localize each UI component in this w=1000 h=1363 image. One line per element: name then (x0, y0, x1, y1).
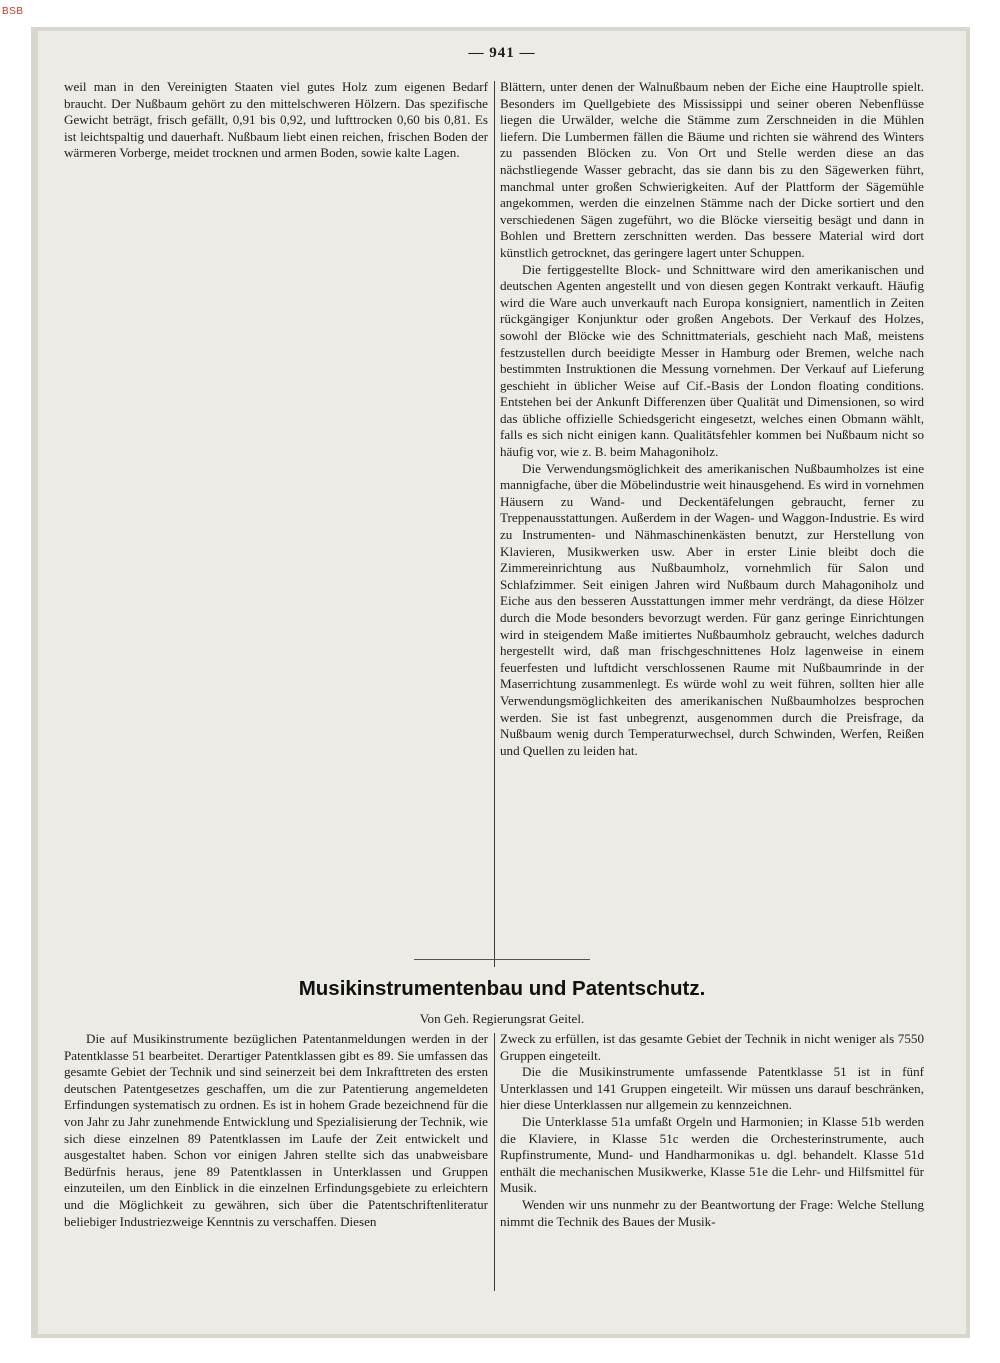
paragraph: Die fertiggestellte Block- und Schnittware wird den amerikanischen und deutschen Agenten angestellt und von diesen gegen Kontrakt verkauft. Häufig wird die Ware auch unverkauft nach Europa konsigniert, namentlich in Zeiten rückgängiger Konjunktur oder großen Angebots. Der Verkauf des Holzes, sowohl der Blöcke wie des Schnittmaterials, geschieht nach Maß, meistens festzustellen durch beeidigte Messer in Hamburg oder Bremen, welche nach bestimmten Instruktionen die Messung vornehmen. Der Verkauf auf Lieferung geschieht in üblicher Weise auf Cif.-Basis der London floating conditions. Entstehen bei der Ankunft Differenzen über Qualität und Dimensionen, so wird das übliche offizielle Schiedsgericht eingesetzt, welches einen Obmann wählt, falls es sich nicht einigen kann. Qualitätsfehler kommen bei Nußbaum nicht so häufig vor, wie z. B. beim Mahagoniholz. (500, 261, 924, 460)
page-number: — 941 — (468, 45, 536, 61)
paragraph: Die auf Musikinstrumente bezüglichen Patentanmeldungen werden in der Patentklasse 51 bearbeitet. Derartiger Patentklassen gibt es 89. Sie umfassen das gesamte Gebiet der Technik und sind seinerzeit bei dem Inkrafttreten des ersten deutschen Patentgesetzes geschaffen, um die zur Patentierung angemeldeten Erfindungen systematisch zu ordnen. Es ist in hohem Grade bezeichnend für die von Jahr zu Jahr zunehmende Entwicklung und Spezialisierung der Technik, wie sich diese einzelnen 89 Patentklassen im Laufe der Zeit entwickelt und ausgestaltet haben. Schon vor einigen Jahren stellte sich das unabweisbare Bedürfnis heraus, jene 89 Patentklassen in Unterklassen und Gruppen einzuteilen, um den Einblick in die einzelnen Erfindungsgebiete zu erleichtern und die Möglichkeit zu gewähren, sich über die Patentschriftenliteratur beliebiger Industriezweige Kenntnis zu verschaffen. Diesen (64, 1031, 488, 1229)
paragraph: Blättern, unter denen der Walnußbaum neben der Eiche eine Hauptrolle spielt. Besonders im Quellgebiete des Mississippi und seiner oberen Nebenflüsse liegen die Urwälder, welche die Stämme zum Zerschneiden in die Mühlen liefern. Die Lumbermen fällen die Bäume und richten sie während des Winters zu passenden Blöcken zu. Von Ort und Stelle werden diese an das nächstliegende Wasser gebracht, das sie dann bis zu den Sägewerken führt, manchmal unter großen Schwierigkeiten. Auf der Plattform der Sägemühle angekommen, werden die einzelnen Stämme nach der Dicke sortiert und den verschiedenen Sägen zugeführt, wo die Blöcke vierseitig besägt und dann in Bohlen und Brettern zerschnitten werden. Das bessere Material wird dort künstlich getrocknet, das geringere lagert unter Schuppen. (500, 79, 924, 260)
paragraph: Die Verwendungsmöglichkeit des amerikanischen Nußbaumholzes ist eine mannigfache, über die Möbelindustrie weit hinausgehend. Es wird in vornehmen Häusern zu Wand- und Deckentäfelungen gebraucht, ferner zu Treppenausstattungen. Außerdem in der Wagen- und Waggon-Industrie. Es wird zu Instrumenten- und Nähmaschinenkästen benutzt, zur Herstellung von Klavieren, Musikwerken usw. Aber in erster Linie bleibt doch die Zimmereinrichtung aus Nußbaumholz, vornehmlich für Salon und Schlafzimmer. Seit einigen Jahren wird Nußbaum durch Mahagoniholz und Eiche aus den besseren Ausstattungen immer mehr verdrängt, da diese Hölzer durch die Mode besonders bevorzugt werden. Für ganz geringe Einrichtungen wird in steigendem Maße imitiertes Nußbaumholz gebraucht, welches dadurch hergestellt wird, daß man frischgeschnittenes Holz lagenweise in einem feuerfesten und luftdicht verschlossenen Raume mit Nußbaumrinde in der Maserrichtung zusammenlegt. Es würde wohl zu weit führen, sollten hier alle Verwendungsmöglichkeiten des amerikanischen Nußbaumholzes besprochen werden. Sie ist fast unbegrenzt, ausgenommen durch die Preisfrage, da Nußbaum wenig durch Temperaturwechsel, durch Schwinden, Werfen, Reißen und Quellen zu leiden hat. (500, 460, 924, 758)
article1-column-left (64, 79, 488, 967)
paragraph: Wenden wir uns nunmehr zu der Beantwortung der Frage: Welche Stellung nimmt die Technik des Baues der Musik- (500, 1196, 924, 1229)
library-mark: BSB (2, 6, 24, 17)
article2-column-right (500, 1031, 924, 1291)
article1-column-right (500, 79, 924, 967)
column-divider (494, 1033, 495, 1291)
paragraph: Die Unterklasse 51a umfaßt Orgeln und Harmonien; in Klasse 51b werden die Klaviere, in Klasse 51c werden die Orchesterinstrumente, auch Rupfinstrumente, Mund- und Handharmonikas u. dgl. behandelt. Klasse 51d enthält die mechanischen Musikwerke, Klasse 51e die Lehr- und Hilfsmittel für Musik. (500, 1113, 924, 1196)
document-page (38, 31, 966, 1334)
column-divider (494, 81, 495, 967)
paragraph: weil man in den Vereinigten Staaten viel gutes Holz zum eigenen Bedarf braucht. Der Nußbaum gehört zu den mittelschweren Hölzern. Das spezifische Gewicht beträgt, frisch gefällt, 0,91 bis 0,92, und lufttrocken 0,60 bis 0,81. Es ist leichtspaltig und dauerhaft. Nußbaum liebt einen reichen, frischen Boden der wärmeren Vorberge, meidet trocknen und armen Boden, sowie kalte Lagen. (64, 79, 488, 161)
article-title: Musikinstrumentenbau und Patentschutz. (298, 977, 706, 1000)
section-separator (414, 959, 590, 960)
paragraph: Die die Musikinstrumente umfassende Patentklasse 51 ist in fünf Unterklassen und 141 Gruppen eingeteilt. Wir müssen uns darauf beschränken, hier diese Unterklassen nur allgemein zu kennzeichnen. (500, 1064, 924, 1113)
article2-column-left (64, 1031, 488, 1291)
article-byline: Von Geh. Regierungsrat Geitel. (419, 1011, 585, 1026)
paragraph: Zweck zu erfüllen, ist das gesamte Gebiet der Technik in nicht weniger als 7550 Gruppen eingeteilt. (500, 1031, 924, 1063)
